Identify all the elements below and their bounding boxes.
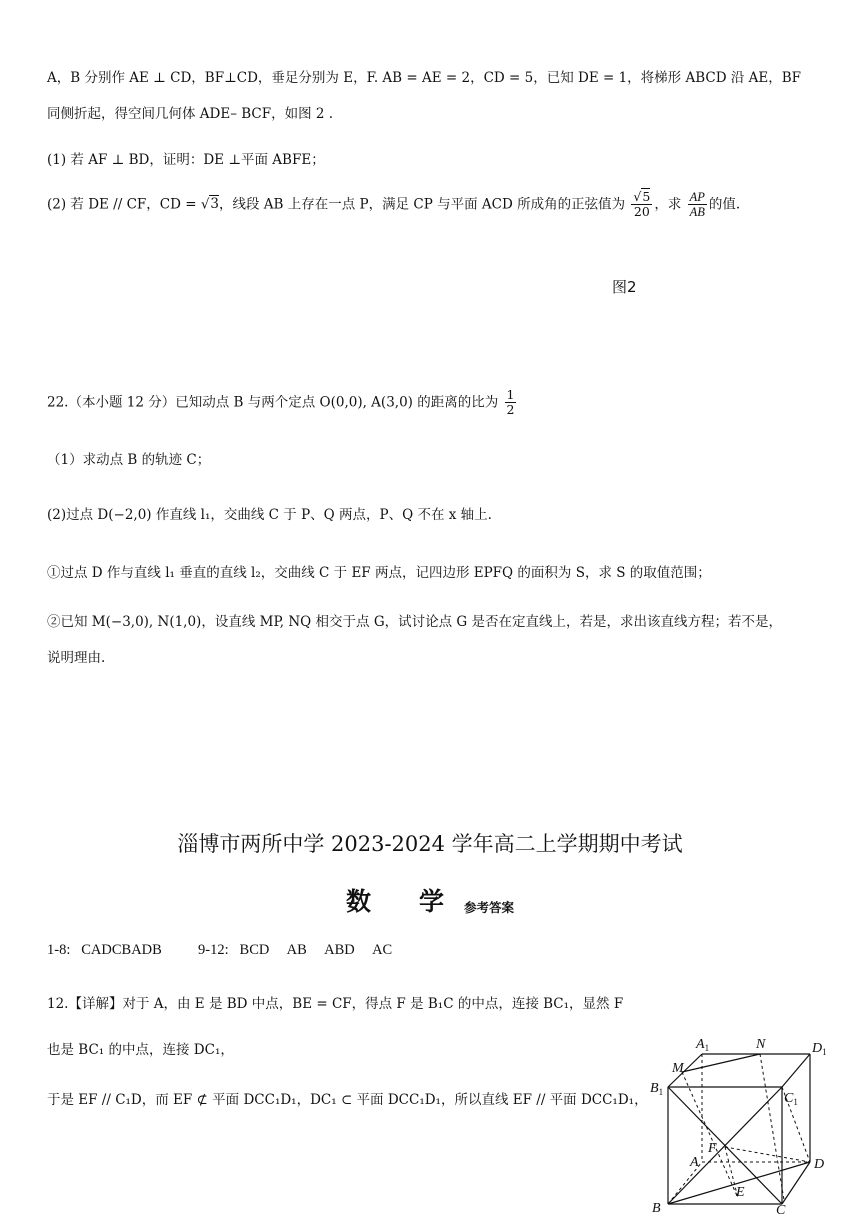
cube-diagram	[640, 1032, 840, 1216]
q22-sub2-line2: 说明理由.	[47, 650, 106, 666]
q21-part2	[47, 190, 830, 220]
edge-d1-c1	[782, 1054, 810, 1087]
q21-part2-c: ，求	[654, 196, 682, 213]
label-c: C	[776, 1203, 786, 1216]
sine-frac-num: 5	[642, 189, 651, 204]
q21-part2-d: 的值.	[708, 196, 741, 213]
segment-m-n	[682, 1054, 760, 1072]
sqrt-symbol: √	[200, 196, 210, 213]
ratio-fraction	[688, 190, 707, 220]
q21-part2-sqrt: 3	[210, 196, 220, 213]
q22-intro	[47, 388, 830, 418]
ratio-num: AP	[689, 190, 705, 204]
label-d1: $D_1$	[812, 1041, 827, 1057]
sine-fraction	[631, 190, 652, 220]
hidden-n-c	[760, 1054, 784, 1200]
q22-intro-text: 22.（本小题 12 分）已知动点 B 与两个定点 O(0,0), A(3,0) 的距离的比为	[47, 394, 499, 411]
q21-part1: (1) 若 AF ⊥ BD，证明：DE ⊥平面 ABFE；	[47, 152, 325, 168]
subject-heading	[0, 882, 860, 918]
subject-note: 参考答案	[464, 899, 515, 915]
q12-line2: 也是 BC₁ 的中点，连接 DC₁，	[47, 1042, 234, 1058]
label-c1: $C_1$	[784, 1091, 798, 1107]
q12-line1: 12.【详解】对于 A，由 E 是 BD 中点，BE = CF，得点 F 是 B₁C 的中点，连接 BC₁，显然 F	[47, 996, 624, 1012]
q21-line1: A，B 分别作 AE ⊥ CD，BF⊥CD，垂足分别为 E，F. AB = AE = 2，CD = 5，已知 DE = 1，将梯形 ABCD 沿 AE，BF	[47, 70, 801, 86]
label-b: B	[652, 1201, 661, 1216]
q21-part2-b: ，线段 AB 上存在一点 P，满足 CP 与平面 ACD 所成角的正弦值为	[219, 196, 626, 213]
subject-char-2: 学	[418, 887, 444, 916]
q21-part2-a: (2) 若 DE // CF，CD =	[47, 196, 201, 213]
q12-line3: 于是 EF // C₁D，而 EF ⊄ 平面 DCC₁D₁，DC₁ ⊂ 平面 DCC₁D₁，所以直线 EF // 平面 DCC₁D₁，	[47, 1092, 648, 1108]
q22-sub2-line1: ②已知 M(−3,0), N(1,0)，设直线 MP, NQ 相交于点 G，试讨论点 G 是否在定直线上，若是，求出该直线方程；若不是，	[47, 614, 782, 630]
ratio-den: AB	[689, 205, 705, 220]
edge-c-d	[782, 1162, 810, 1204]
sqrt-symbol: √	[633, 189, 642, 204]
figure-label: 图2	[612, 278, 637, 296]
label-a1: $A_1$	[696, 1037, 710, 1053]
label-f: F	[708, 1141, 717, 1156]
q22-sub1: ①过点 D 作与直线 l₁ 垂直的直线 l₂，交曲线 C 于 EF 两点，记四边形 EPFQ 的面积为 S，求 S 的取值范围；	[47, 565, 711, 581]
label-b1: $B_1$	[650, 1081, 664, 1097]
q22-part1: （1）求动点 B 的轨迹 C；	[47, 452, 211, 468]
hidden-m-e	[682, 1072, 738, 1198]
label-a: A	[690, 1155, 699, 1170]
hidden-f-d	[725, 1147, 810, 1162]
sine-frac-den: 20	[633, 204, 650, 220]
label-d: D	[814, 1157, 825, 1172]
subject-char-1: 数	[345, 887, 371, 916]
q22-part2: (2)过点 D(−2,0) 作直线 l₁，交曲线 C 于 P、Q 两点，P、Q 不在 x 轴上.	[47, 507, 492, 523]
label-e: E	[736, 1185, 745, 1200]
q22-ratio-den: 2	[506, 402, 515, 418]
q22-ratio-num: 1	[506, 387, 515, 402]
answer-key-line: 1-8: CADCBADB 9-12: BCD AB ABD AC	[47, 942, 393, 958]
q22-ratio-fraction	[505, 388, 517, 418]
q21-line2: 同侧折起，得空间几何体 ADE– BCF，如图 2 .	[47, 106, 334, 122]
answer-title: 淄博市两所中学 2023-2024 学年高二上学期期中考试	[177, 832, 683, 856]
label-m: M	[672, 1061, 684, 1076]
label-n: N	[756, 1037, 766, 1052]
